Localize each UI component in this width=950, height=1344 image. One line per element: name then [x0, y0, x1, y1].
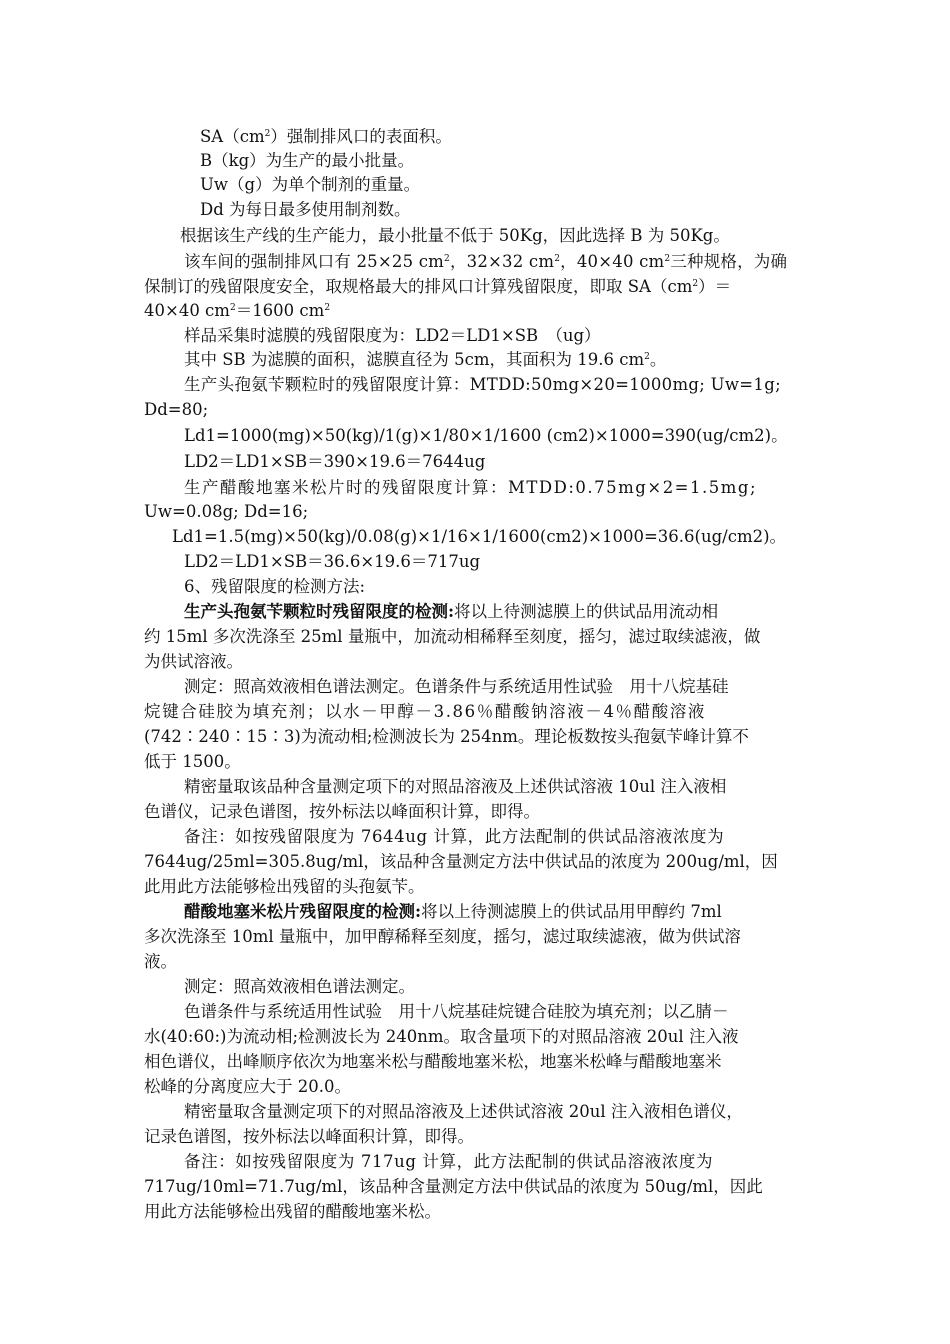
definition-b: B（kg）为生产的最小批量。	[200, 151, 415, 170]
dex-note-line-3: 用此方法能够检出残留的醋酸地塞米松。	[144, 1202, 441, 1221]
definition-dd: Dd 为每日最多使用制剂数。	[200, 200, 411, 219]
cefadroxil-calc-line-2: Dd=80;	[144, 400, 209, 419]
cef-assay-line-3: (742∶240∶15∶3)为流动相;检测波长为 254nm。理论板数按头孢氨苄峰计算不	[144, 727, 749, 746]
sampling-formula: 样品采集时滤膜的残留限度为：LD2＝LD1×SB （ug）	[184, 326, 601, 345]
cefadroxil-calc-line-1: 生产头孢氨苄颗粒时的残留限度计算：MTDD:50mg×20=1000mg; Uw=1g;	[184, 375, 781, 394]
dex-precise-line-1: 精密量取含量测定项下的对照品溶液及上述供试溶液 20ul 注入液相色谱仪，	[184, 1102, 743, 1121]
dex-chrom-line-1: 色谱条件与系统适用性试验 用十八烷基硅烷键合硅胶为填充剂；以乙腈－	[184, 1002, 729, 1021]
cef-assay-line-1: 测定：照高效液相色谱法测定。色谱条件与系统适用性试验 用十八烷基硅	[184, 677, 729, 696]
dex-precise-line-2: 记录色谱图，按外标法以峰面积计算，即得。	[144, 1127, 474, 1146]
exhaust-line-3: 40×40 $cm^2=1600$ $cm^2$	[144, 301, 331, 320]
dex-chrom-line-3: 相色谱仪，出峰顺序依次为地塞米松与醋酸地塞米松，地塞米松峰与醋酸地塞米	[144, 1052, 722, 1071]
exhaust-line-2: 保制订的残留限度安全，取规格最大的排风口计算残留限度，即取 $SA(cm^2)=$	[144, 277, 732, 296]
definition-sa: $SA(cm^2)$强制排风口的表面积。	[200, 127, 452, 146]
dex-method-line-2: 多次洗涤至 10ml 量瓶中，加甲醇稀释至刻度，摇匀，滤过取续滤液，做为供试溶	[144, 927, 741, 946]
cef-note-line-3: 此用此方法能够检出残留的头孢氨苄。	[144, 877, 425, 896]
dex-calc-line-2: Uw=0.08g; Dd=16;	[144, 502, 309, 521]
dex-ld1: Ld1=1.5(mg)×50(kg)/0.08(g)×1/16×1/1600(cm2)×1000=36.6(ug/cm2)。	[172, 527, 787, 546]
dex-ld2: LD2＝LD1×SB＝36.6×19.6＝717ug	[184, 552, 481, 571]
exhaust-line-1: 该车间的强制排风口有 25×25 $cm^2$，32×32 $cm^2$，40×40 $cm^2$三种规格，为确	[184, 252, 788, 271]
dex-note-line-2: 717ug/10ml=71.7ug/ml，该品种含量测定方法中供试品的浓度为 50ug/ml，因此	[144, 1177, 763, 1196]
dex-assay: 测定：照高效液相色谱法测定。	[184, 977, 415, 996]
membrane-area: 其中 SB 为滤膜的面积，滤膜直径为 5cm，其面积为 19.6 $cm^2$。	[184, 350, 667, 369]
dex-calc-line-1: 生产醋酸地塞米松片时的残留限度计算：MTDD:0.75mg×2=1.5mg;	[184, 478, 758, 497]
cef-method-line-1: 生产头孢氨苄颗粒时残留限度的检测:将以上待测滤膜上的供试品用流动相	[184, 602, 719, 621]
cef-method-title: 生产头孢氨苄颗粒时残留限度的检测:	[184, 602, 455, 621]
cef-note-line-1: 备注：如按残留限度为 7644ug 计算，此方法配制的供试品溶液浓度为	[184, 827, 725, 846]
dex-chrom-line-4: 松峰的分离度应大于 20.0。	[144, 1077, 351, 1096]
cef-method-line-2: 约 15ml 多次洗涤至 25ml 量瓶中，加流动相稀释至刻度，摇匀，滤过取续滤液，做	[144, 627, 761, 646]
section-6-title: 6、残留限度的检测方法:	[184, 577, 366, 596]
batch-note: 根据该生产线的生产能力，最小批量不低于 50Kg，因此选择 B 为 50Kg。	[180, 226, 730, 245]
dex-method-title: 醋酸地塞米松片残留限度的检测:	[184, 902, 422, 921]
cef-assay-line-2: 烷键合硅胶为填充剂；以水－甲醇－3.86％醋酸钠溶液－4％醋酸溶液	[144, 702, 707, 721]
cefadroxil-ld2: LD2＝LD1×SB＝390×19.6＝7644ug	[184, 452, 486, 471]
dex-method-line-3: 液。	[144, 952, 177, 971]
definition-uw: Uw（g）为单个制剂的重量。	[200, 175, 421, 194]
cef-method-line-3: 为供试溶液。	[144, 652, 243, 671]
cef-precise-line-1: 精密量取该品种含量测定项下的对照品溶液及上述供试溶液 10ul 注入液相	[184, 777, 727, 796]
cefadroxil-ld1: Ld1=1000(mg)×50(kg)/1(g)×1/80×1/1600 (cm2)×1000=390(ug/cm2)。	[184, 426, 788, 445]
dex-note-line-1: 备注：如按残留限度为 717ug 计算，此方法配制的供试品溶液浓度为	[184, 1152, 714, 1171]
dex-method-line-1: 醋酸地塞米松片残留限度的检测:将以上待测滤膜上的供试品用甲醇约 7ml	[184, 902, 722, 921]
cef-assay-line-4: 低于 1500。	[144, 752, 241, 771]
cef-note-line-2: 7644ug/25ml=305.8ug/ml，该品种含量测定方法中供试品的浓度为 200ug/ml，因	[144, 852, 778, 871]
cef-precise-line-2: 色谱仪，记录色谱图，按外标法以峰面积计算，即得。	[144, 802, 540, 821]
dex-chrom-line-2: 水(40:60:)为流动相;检测波长为 240nm。取含量项下的对照品溶液 20ul 注入液	[144, 1027, 739, 1046]
